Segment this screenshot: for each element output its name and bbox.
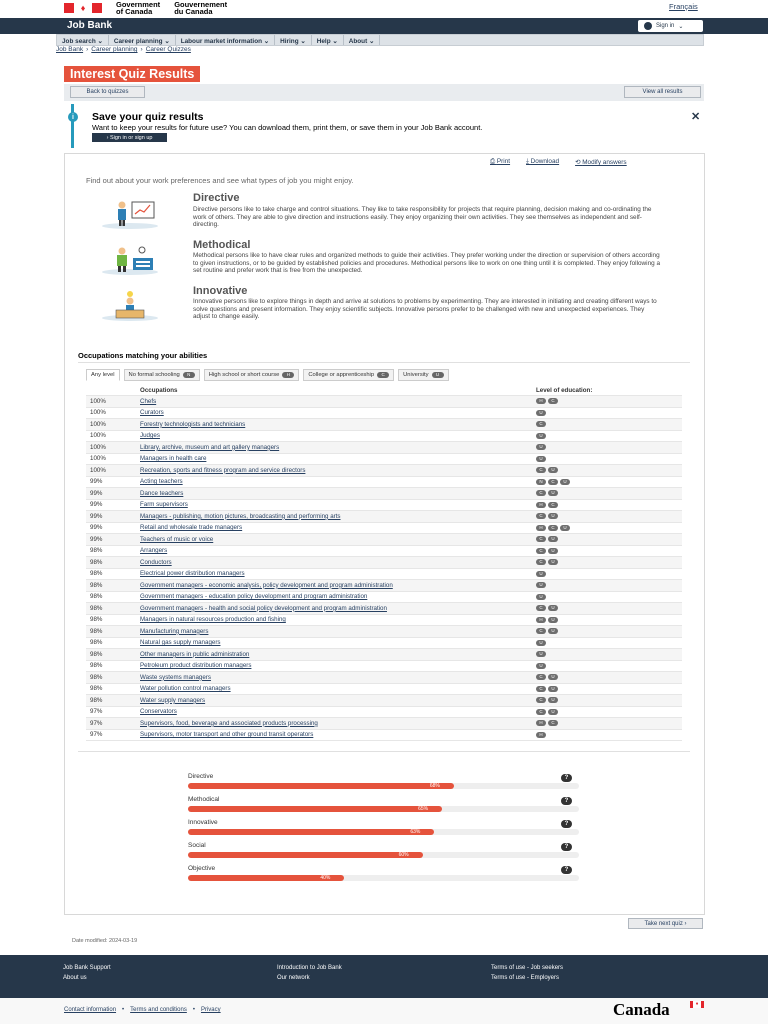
table-row bbox=[86, 419, 682, 431]
education-badge: C bbox=[536, 674, 546, 680]
education-badge: C bbox=[536, 467, 546, 473]
close-icon[interactable]: ✕ bbox=[691, 111, 701, 123]
occupation-link[interactable]: Waste systems managers bbox=[140, 673, 211, 681]
occupation-link[interactable]: Managers - publishing, motion pictures, broadcasting and performing arts bbox=[140, 512, 341, 520]
alert-stripe bbox=[71, 104, 74, 148]
breadcrumb-career-planning[interactable]: Career planning bbox=[91, 46, 138, 53]
privacy-link[interactable]: Privacy bbox=[200, 1007, 221, 1013]
education-badge: C bbox=[536, 686, 546, 692]
info-icon: i bbox=[68, 112, 78, 122]
trait-name: Directive bbox=[193, 192, 240, 204]
occupation-link[interactable]: Government managers - economic analysis, policy development and program administration bbox=[140, 581, 393, 589]
match-percent: 98% bbox=[90, 558, 103, 566]
divider bbox=[78, 751, 690, 752]
table-row bbox=[86, 454, 682, 466]
education-badge: C bbox=[377, 372, 389, 378]
table-row bbox=[86, 649, 682, 661]
quiz-toolbar bbox=[64, 84, 704, 101]
match-percent: 98% bbox=[90, 685, 103, 693]
trait-name: Innovative bbox=[193, 285, 248, 297]
tab-education-level[interactable] bbox=[204, 369, 300, 381]
education-badge: U bbox=[548, 709, 558, 715]
match-percent: 99% bbox=[90, 535, 103, 543]
tab-label: University bbox=[403, 372, 429, 378]
education-badge: C bbox=[536, 421, 546, 427]
breadcrumb bbox=[56, 46, 191, 53]
tab-education-level[interactable] bbox=[124, 369, 200, 381]
table-row bbox=[86, 615, 682, 627]
education-badge: U bbox=[432, 372, 444, 378]
occupation-link[interactable]: Supervisors, motor transport and other ground transit operators bbox=[140, 731, 314, 739]
trait-description: Directive persons like to take charge and control situations. They like to take responsibility for projects that require planning, decision making and co-ordinating the work of others. They are able to give direction and instructions easily. They enjoy organizing their own activities. They see themselves as independent and self-directing. bbox=[193, 206, 652, 228]
signin-button[interactable] bbox=[638, 20, 703, 32]
table-row bbox=[86, 523, 682, 535]
trait-description: Methodical persons like to have clear rules and organized methods to guide their activities. They prefer working under the direction or supervision of others according to given instructions, or to be guided by established policies and procedures. Methodical persons like to work on one thing until it is completed. They enjoy following a set routine and prefer work that is free from the unexpected. bbox=[193, 252, 661, 274]
education-badge: C bbox=[548, 398, 558, 404]
occupation-link[interactable]: Chefs bbox=[140, 397, 157, 405]
education-badge: C bbox=[548, 479, 558, 485]
footer-link-intro[interactable]: Introduction to Job Bank bbox=[277, 965, 342, 971]
result-actions bbox=[490, 158, 627, 166]
occupation-link[interactable]: Supervisors, food, beverage and associated products processing bbox=[140, 719, 318, 727]
education-badge: U bbox=[548, 697, 558, 703]
education-badge: C bbox=[536, 513, 546, 519]
print-link[interactable]: ⎙ Print bbox=[490, 158, 511, 165]
match-percent: 99% bbox=[90, 489, 103, 497]
gov-wordmark[interactable] bbox=[116, 1, 227, 15]
match-percent: 99% bbox=[90, 501, 103, 509]
education-badge: U bbox=[548, 513, 558, 519]
match-percent: 99% bbox=[90, 512, 103, 520]
chevron-right-icon: › bbox=[86, 46, 89, 53]
breadcrumb-career-quizzes[interactable]: Career Quizzes bbox=[145, 46, 191, 53]
canada-flag-icon: ♦ bbox=[690, 1001, 704, 1008]
score-track bbox=[188, 806, 579, 812]
take-next-quiz-button[interactable]: Take next quiz › bbox=[628, 918, 703, 929]
score-bar: 65% bbox=[188, 806, 442, 812]
tab-education-level[interactable] bbox=[86, 369, 120, 381]
score-label: Directive bbox=[188, 773, 214, 780]
menu-hiring[interactable]: Hiring ⌄ bbox=[275, 35, 312, 45]
education-badge: C bbox=[536, 536, 546, 542]
table-row bbox=[86, 707, 682, 719]
tab-label: High school or short course bbox=[208, 372, 280, 378]
footer-link-network[interactable]: Our network bbox=[277, 975, 310, 981]
table-row bbox=[86, 695, 682, 707]
table-row bbox=[86, 603, 682, 615]
gov-name-fr: Gouvernement du Canada bbox=[174, 0, 228, 16]
occupation-link[interactable]: Teachers of music or voice bbox=[140, 535, 214, 543]
education-badge: H bbox=[536, 732, 546, 738]
education-badge: U bbox=[560, 525, 570, 531]
occupation-link[interactable]: Forestry technologists and technicians bbox=[140, 420, 246, 428]
match-percent: 100% bbox=[90, 432, 106, 440]
score-track bbox=[188, 783, 579, 789]
footer-bottom-links: Contact information • Terms and conditions • Privacy bbox=[64, 1007, 221, 1013]
score-track bbox=[188, 875, 579, 881]
education-badge: U bbox=[548, 467, 558, 473]
match-percent: 100% bbox=[90, 466, 106, 474]
score-bar: 40% bbox=[188, 875, 344, 881]
table-row bbox=[86, 488, 682, 500]
match-percent: 98% bbox=[90, 639, 103, 647]
help-icon[interactable]: ? bbox=[561, 797, 572, 805]
table-row bbox=[86, 408, 682, 420]
tab-label: College or apprenticeship bbox=[308, 372, 375, 378]
help-icon[interactable]: ? bbox=[561, 774, 572, 782]
table-row bbox=[86, 546, 682, 558]
education-badge: U bbox=[548, 559, 558, 565]
education-badge: C bbox=[536, 709, 546, 715]
match-percent: 100% bbox=[90, 455, 106, 463]
education-badge: C bbox=[548, 720, 558, 726]
score-track bbox=[188, 829, 579, 835]
help-icon[interactable]: ? bbox=[561, 843, 572, 851]
education-badge: C bbox=[536, 490, 546, 496]
gov-name-en: Government of Canada bbox=[116, 0, 161, 16]
directive-illustration bbox=[100, 198, 160, 230]
education-badge: U bbox=[536, 571, 546, 577]
tab-education-level[interactable] bbox=[303, 369, 394, 381]
occupation-link[interactable]: Natural gas supply managers bbox=[140, 639, 221, 647]
education-badge: U bbox=[548, 617, 558, 623]
education-badge: N bbox=[536, 479, 546, 485]
education-badge: U bbox=[536, 444, 546, 450]
table-row bbox=[86, 477, 682, 489]
education-badge: C bbox=[536, 628, 546, 634]
footer-link-terms-seekers[interactable]: Terms of use - Job seekers bbox=[491, 965, 564, 971]
education-badge: U bbox=[536, 582, 546, 588]
occupation-link[interactable]: Conductors bbox=[140, 558, 172, 566]
contact-link[interactable]: Contact information bbox=[64, 1007, 117, 1013]
menu-help[interactable]: Help ⌄ bbox=[312, 35, 344, 45]
column-header-occupations: Occupations bbox=[140, 386, 178, 394]
match-percent: 99% bbox=[90, 524, 103, 532]
innovative-illustration bbox=[100, 290, 160, 322]
table-row bbox=[86, 431, 682, 443]
education-badge: H bbox=[282, 372, 294, 378]
education-badge: U bbox=[536, 410, 546, 416]
tab-label: No formal schooling bbox=[128, 372, 180, 378]
footer-link-support[interactable]: Job Bank Support bbox=[63, 965, 111, 971]
table-row bbox=[86, 580, 682, 592]
occupation-link[interactable]: Managers in health care bbox=[140, 455, 207, 463]
match-percent: 98% bbox=[90, 650, 103, 658]
education-badge: H bbox=[536, 525, 546, 531]
table-row bbox=[86, 592, 682, 604]
education-badge: U bbox=[548, 490, 558, 496]
tab-label: Any level bbox=[91, 372, 115, 378]
education-badge: U bbox=[548, 686, 558, 692]
occupation-link[interactable]: Other managers in public administration bbox=[140, 650, 250, 658]
match-percent: 98% bbox=[90, 662, 103, 670]
back-to-quizzes-button[interactable]: Back to quizzes bbox=[70, 86, 145, 98]
modify-answers-link[interactable]: ⟲ Modify answers bbox=[575, 159, 627, 166]
footer-link-about[interactable]: About us bbox=[63, 975, 87, 981]
match-percent: 98% bbox=[90, 696, 103, 704]
app-title[interactable]: Job Bank bbox=[67, 20, 113, 31]
education-tabs bbox=[86, 369, 449, 381]
table-row bbox=[86, 396, 682, 408]
education-badge: U bbox=[548, 536, 558, 542]
signin-signup-button[interactable]: › Sign in or sign up bbox=[92, 133, 167, 142]
user-icon bbox=[644, 22, 652, 30]
table-row bbox=[86, 638, 682, 650]
education-badge: U bbox=[548, 674, 558, 680]
main-menu bbox=[56, 34, 704, 46]
education-badge: U bbox=[548, 628, 558, 634]
menu-career-planning[interactable]: Career planning ⌄ bbox=[109, 35, 176, 45]
education-badge: U bbox=[536, 433, 546, 439]
canada-flag-icon: ♦ bbox=[64, 3, 102, 13]
divider bbox=[78, 362, 690, 363]
education-badge: U bbox=[536, 594, 546, 600]
tab-education-level[interactable] bbox=[398, 369, 448, 381]
education-badge: C bbox=[536, 559, 546, 565]
match-percent: 99% bbox=[90, 478, 103, 486]
table-row bbox=[86, 661, 682, 673]
education-badge: H bbox=[536, 398, 546, 404]
occupation-link[interactable]: Government managers - health and social policy development and program administration bbox=[140, 604, 387, 612]
table-row bbox=[86, 511, 682, 523]
table-row bbox=[86, 465, 682, 477]
intro-text: Find out about your work preferences and see what types of job you might enjoy. bbox=[86, 176, 354, 185]
trait-name: Methodical bbox=[193, 239, 251, 251]
table-row bbox=[86, 534, 682, 546]
occupation-link[interactable]: Managers in natural resources production and fishing bbox=[140, 616, 286, 624]
help-icon[interactable]: ? bbox=[561, 820, 572, 828]
education-badge: U bbox=[536, 456, 546, 462]
occupation-link[interactable]: Water supply managers bbox=[140, 696, 206, 704]
help-icon[interactable]: ? bbox=[561, 866, 572, 874]
score-label: Innovative bbox=[188, 819, 218, 826]
date-modified: Date modified: 2024-03-19 bbox=[72, 938, 138, 944]
education-badge: U bbox=[536, 663, 546, 669]
occupation-link[interactable]: Farm supervisors bbox=[140, 501, 188, 509]
education-badge: U bbox=[536, 651, 546, 657]
occupation-link[interactable]: Acting teachers bbox=[140, 478, 183, 486]
table-row bbox=[86, 626, 682, 638]
match-percent: 98% bbox=[90, 547, 103, 555]
breadcrumb-job-bank[interactable]: Job Bank bbox=[56, 46, 84, 53]
view-all-results-button[interactable]: View all results bbox=[624, 86, 701, 98]
footer-link-terms-employers[interactable]: Terms of use - Employers bbox=[491, 975, 560, 981]
occupation-link[interactable]: Dance teachers bbox=[140, 489, 184, 497]
match-percent: 100% bbox=[90, 420, 106, 428]
score-bar: 63% bbox=[188, 829, 434, 835]
match-percent: 97% bbox=[90, 731, 103, 739]
education-badge: U bbox=[548, 548, 558, 554]
page-title: Interest Quiz Results bbox=[64, 66, 200, 82]
education-badge: C bbox=[536, 605, 546, 611]
education-badge: C bbox=[536, 697, 546, 703]
signin-label: Sign in bbox=[656, 23, 675, 29]
education-badge: U bbox=[560, 479, 570, 485]
chevron-down-icon: ⌄ bbox=[678, 23, 684, 30]
score-track bbox=[188, 852, 579, 858]
match-percent: 98% bbox=[90, 570, 103, 578]
table-header bbox=[86, 385, 682, 396]
language-toggle[interactable]: Français bbox=[669, 2, 698, 11]
education-badge: C bbox=[548, 525, 558, 531]
occupation-link[interactable]: Manufacturing managers bbox=[140, 627, 209, 635]
occupation-link[interactable]: Conservators bbox=[140, 708, 177, 716]
score-label: Social bbox=[188, 842, 206, 849]
menu-labour-market[interactable]: Labour market information ⌄ bbox=[176, 35, 275, 45]
score-label: Objective bbox=[188, 865, 216, 872]
occupation-link[interactable]: Library, archive, museum and art gallery managers bbox=[140, 443, 280, 451]
occupation-link[interactable]: Curators bbox=[140, 409, 164, 417]
column-header-education: Level of education: bbox=[536, 386, 593, 394]
education-badge: N bbox=[183, 372, 195, 378]
occupation-link[interactable]: Retail and wholesale trade managers bbox=[140, 524, 243, 532]
terms-link[interactable]: Terms and conditions bbox=[130, 1007, 187, 1013]
canada-wordmark: Canada bbox=[613, 1000, 670, 1019]
match-percent: 98% bbox=[90, 627, 103, 635]
occupation-link[interactable]: Government managers - education policy development and program administration bbox=[140, 593, 368, 601]
table-row bbox=[86, 569, 682, 581]
menu-job-search[interactable]: Job search ⌄ bbox=[57, 35, 109, 45]
methodical-illustration bbox=[100, 244, 160, 276]
download-link[interactable]: ⤓ Download bbox=[526, 158, 560, 165]
occupation-link[interactable]: Judges bbox=[140, 432, 160, 440]
table-row bbox=[86, 684, 682, 696]
chevron-right-icon: › bbox=[140, 46, 143, 53]
table-row bbox=[86, 672, 682, 684]
education-badge: H bbox=[536, 617, 546, 623]
occupation-link[interactable]: Water pollution control managers bbox=[140, 685, 231, 693]
match-percent: 100% bbox=[90, 397, 106, 405]
match-percent: 98% bbox=[90, 581, 103, 589]
education-badge: U bbox=[548, 605, 558, 611]
match-percent: 97% bbox=[90, 708, 103, 716]
table-row bbox=[86, 557, 682, 569]
table-row bbox=[86, 718, 682, 730]
menu-about[interactable]: About ⌄ bbox=[344, 35, 381, 45]
occupation-link[interactable]: Electrical power distribution managers bbox=[140, 570, 245, 578]
education-badge: C bbox=[536, 548, 546, 554]
education-badge: C bbox=[548, 502, 558, 508]
table-row bbox=[86, 500, 682, 512]
occupations-heading: Occupations matching your abilities bbox=[78, 351, 208, 360]
score-bar: 68% bbox=[188, 783, 454, 789]
education-badge: U bbox=[536, 640, 546, 646]
score-bar: 60% bbox=[188, 852, 423, 858]
match-percent: 100% bbox=[90, 443, 106, 451]
save-title: Save your quiz results bbox=[92, 111, 204, 123]
footer-main bbox=[0, 955, 768, 998]
table-row bbox=[86, 442, 682, 454]
match-percent: 100% bbox=[90, 409, 106, 417]
save-text: Want to keep your results for future use? You can download them, print them, or save them in your Job Bank account. bbox=[92, 123, 483, 132]
table-row bbox=[86, 730, 682, 742]
occupation-link[interactable]: Recreation, sports and fitness program and service directors bbox=[140, 466, 306, 474]
education-badge: H bbox=[536, 502, 546, 508]
occupation-link[interactable]: Petroleum product distribution managers bbox=[140, 662, 252, 670]
occupations-table bbox=[86, 385, 682, 741]
education-badge: H bbox=[536, 720, 546, 726]
occupation-link[interactable]: Arrangers bbox=[140, 547, 168, 555]
match-percent: 98% bbox=[90, 616, 103, 624]
match-percent: 98% bbox=[90, 604, 103, 612]
match-percent: 97% bbox=[90, 719, 103, 727]
match-percent: 98% bbox=[90, 593, 103, 601]
match-percent: 98% bbox=[90, 673, 103, 681]
score-label: Methodical bbox=[188, 796, 220, 803]
trait-description: Innovative persons like to explore things in depth and arrive at solutions to problems by experimenting. They are interested in initiating and creating different ways to solve questions and present information. They enjoy scientific subjects. Innovative persons prefer to be challenged with new and unexpected experiences. They adjust to change easily. bbox=[193, 298, 657, 320]
